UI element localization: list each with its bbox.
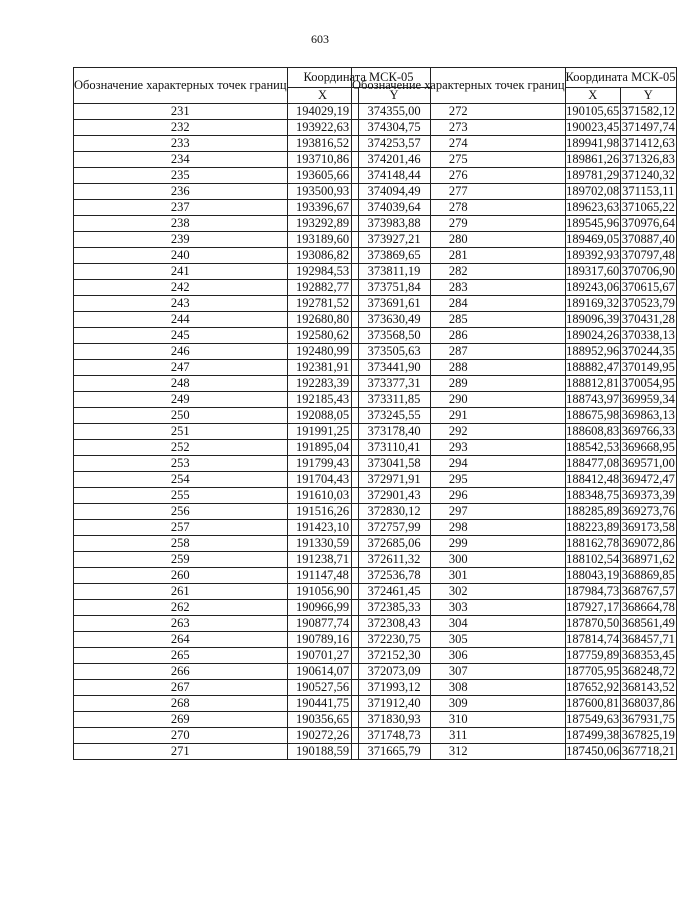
y-coordinate-cell: 372152,30 — [358, 648, 430, 664]
point-id-cell: 283 — [352, 280, 566, 296]
x-coordinate-cell: 191056,90 — [287, 584, 358, 600]
x-coordinate-cell: 191238,71 — [287, 552, 358, 568]
table-row — [352, 424, 677, 440]
point-id-cell: 259 — [74, 552, 288, 568]
x-coordinate-cell: 188412,48 — [566, 472, 620, 486]
x-coordinate-cell: 188285,89 — [566, 504, 620, 518]
y-coordinate-cell: 367825,19 — [621, 728, 675, 742]
table-row — [352, 216, 677, 232]
y-coordinate-cell: 368143,52 — [621, 680, 675, 694]
point-id-cell: 261 — [74, 584, 288, 600]
y-coordinate-cell: 371412,63 — [621, 136, 675, 150]
point-id-cell: 311 — [352, 728, 566, 744]
x-coordinate-cell: 187450,06 — [566, 744, 620, 758]
x-coordinate-cell: 189469,05 — [566, 232, 620, 246]
x-coordinate-cell: 193500,93 — [287, 184, 358, 200]
x-coordinate-cell: 193816,52 — [287, 136, 358, 152]
point-id-cell: 251 — [74, 424, 288, 440]
table-row — [352, 184, 677, 200]
table-row — [352, 744, 677, 760]
table-row — [352, 408, 677, 424]
x-coordinate-cell: 189243,06 — [566, 280, 620, 294]
point-id-cell: 304 — [352, 616, 566, 632]
y-coordinate-cell: 374148,44 — [358, 168, 430, 184]
table-row — [352, 120, 677, 136]
point-id-cell: 305 — [352, 632, 566, 648]
y-coordinate-cell: 374253,57 — [358, 136, 430, 152]
x-coordinate-cell: 187705,95 — [566, 664, 620, 678]
y-coordinate-cell: 368561,49 — [621, 616, 675, 630]
table-row — [352, 440, 677, 456]
point-id-cell: 238 — [74, 216, 288, 232]
point-id-cell: 309 — [352, 696, 566, 712]
point-id-cell: 272 — [352, 104, 566, 120]
point-id-cell: 292 — [352, 424, 566, 440]
x-coordinate-cell: 191704,43 — [287, 472, 358, 488]
x-coordinate-cell: 190877,74 — [287, 616, 358, 632]
point-id-cell: 270 — [74, 728, 288, 744]
table-row — [352, 456, 677, 472]
point-id-cell: 235 — [74, 168, 288, 184]
x-coordinate-cell: 188162,78 — [566, 536, 620, 550]
x-coordinate-cell: 187870,50 — [566, 616, 620, 630]
y-coordinate-cell: 371830,93 — [358, 712, 430, 728]
x-coordinate-cell: 191610,03 — [287, 488, 358, 504]
y-coordinate-cell: 373377,31 — [358, 376, 430, 392]
page-number: 603 — [311, 32, 329, 46]
x-coordinate-cell: 193292,89 — [287, 216, 358, 232]
y-coordinate-cell: 370976,64 — [621, 216, 675, 230]
y-coordinate-cell: 374355,00 — [358, 104, 430, 120]
x-coordinate-cell: 189096,39 — [566, 312, 620, 326]
y-coordinate-cell: 374304,75 — [358, 120, 430, 136]
x-coordinate-cell: 190023,45 — [566, 120, 620, 134]
point-id-cell: 295 — [352, 472, 566, 488]
table-row — [352, 376, 677, 392]
x-coordinate-cell: 192680,80 — [287, 312, 358, 328]
y-coordinate-cell: 373110,41 — [358, 440, 430, 456]
table-row — [352, 616, 677, 632]
y-coordinate-cell: 371240,32 — [621, 168, 675, 182]
point-id-cell: 254 — [74, 472, 288, 488]
y-coordinate-cell: 369373,39 — [621, 488, 675, 502]
y-coordinate-cell: 373245,55 — [358, 408, 430, 424]
y-coordinate-cell: 370797,48 — [621, 248, 675, 262]
y-coordinate-cell: 369072,86 — [621, 536, 675, 550]
table-row — [352, 248, 677, 264]
table-row — [352, 712, 677, 728]
y-coordinate-cell: 369959,34 — [621, 392, 675, 406]
coordinates-table-right — [351, 67, 677, 760]
point-id-cell: 248 — [74, 376, 288, 392]
point-id-cell: 239 — [74, 232, 288, 248]
x-coordinate-cell: 190966,99 — [287, 600, 358, 616]
y-coordinate-cell: 371665,79 — [358, 744, 430, 760]
y-coordinate-cell: 368767,57 — [621, 584, 675, 598]
y-coordinate-cell: 373311,85 — [358, 392, 430, 408]
point-id-cell: 287 — [352, 344, 566, 360]
point-id-cell: 262 — [74, 600, 288, 616]
x-coordinate-cell: 191147,48 — [287, 568, 358, 584]
x-coordinate-cell: 188675,98 — [566, 408, 620, 422]
table-row — [352, 552, 677, 568]
x-coordinate-cell: 189317,60 — [566, 264, 620, 278]
y-coordinate-cell: 369472,47 — [621, 472, 675, 486]
x-coordinate-cell: 190356,65 — [287, 712, 358, 728]
point-id-cell: 258 — [74, 536, 288, 552]
coordinates-body-right — [352, 104, 677, 760]
point-id-cell: 301 — [352, 568, 566, 584]
point-id-cell: 267 — [74, 680, 288, 696]
point-id-cell: 264 — [74, 632, 288, 648]
x-coordinate-cell: 194029,19 — [287, 104, 358, 120]
y-coordinate-cell: 370244,35 — [621, 344, 675, 358]
x-coordinate-cell: 193086,82 — [287, 248, 358, 264]
y-coordinate-cell: 372685,06 — [358, 536, 430, 552]
point-id-cell: 296 — [352, 488, 566, 504]
x-coordinate-cell: 190527,56 — [287, 680, 358, 696]
x-coordinate-cell: 188348,75 — [566, 488, 620, 502]
point-id-cell: 260 — [74, 568, 288, 584]
x-coordinate-cell: 192283,39 — [287, 376, 358, 392]
y-coordinate-cell: 369571,00 — [621, 456, 675, 470]
x-coordinate-cell: 193710,86 — [287, 152, 358, 168]
y-coordinate-cell: 372971,91 — [358, 472, 430, 488]
y-coordinate-cell: 373869,65 — [358, 248, 430, 264]
point-id-cell: 298 — [352, 520, 566, 536]
point-id-cell: 282 — [352, 264, 566, 280]
y-coordinate-cell: 368457,71 — [621, 632, 675, 646]
point-id-cell: 273 — [352, 120, 566, 136]
x-coordinate-cell: 188812,81 — [566, 376, 620, 390]
y-coordinate-cell: 372830,12 — [358, 504, 430, 520]
point-id-cell: 288 — [352, 360, 566, 376]
point-id-cell: 242 — [74, 280, 288, 296]
y-coordinate-cell: 369863,13 — [621, 408, 675, 422]
y-column-header: Y — [358, 88, 430, 104]
table-row — [352, 152, 677, 168]
point-id-cell: 231 — [74, 104, 288, 120]
point-label-header: Обозначение характерных точек границ — [74, 68, 288, 104]
table-row — [352, 168, 677, 184]
table-row — [352, 296, 677, 312]
y-coordinate-cell: 370054,95 — [621, 376, 675, 390]
x-coordinate-cell: 188952,96 — [566, 344, 620, 358]
table-row — [352, 584, 677, 600]
y-coordinate-cell: 371065,22 — [621, 200, 675, 214]
point-id-cell: 268 — [74, 696, 288, 712]
x-coordinate-cell: 189392,93 — [566, 248, 620, 262]
y-coordinate-cell: 373041,58 — [358, 456, 430, 472]
point-id-cell: 300 — [352, 552, 566, 568]
point-id-cell: 266 — [74, 664, 288, 680]
y-coordinate-cell: 372073,09 — [358, 664, 430, 680]
table-row — [352, 264, 677, 280]
point-id-cell: 263 — [74, 616, 288, 632]
point-id-cell: 278 — [352, 200, 566, 216]
point-id-cell: 284 — [352, 296, 566, 312]
point-id-cell: 308 — [352, 680, 566, 696]
point-id-cell: 285 — [352, 312, 566, 328]
y-coordinate-cell: 373983,88 — [358, 216, 430, 232]
x-coordinate-cell: 190188,59 — [287, 744, 358, 760]
x-coordinate-cell: 188743,97 — [566, 392, 620, 406]
table-row — [352, 504, 677, 520]
x-coordinate-cell: 191799,43 — [287, 456, 358, 472]
point-id-cell: 275 — [352, 152, 566, 168]
x-coordinate-cell: 187814,74 — [566, 632, 620, 646]
x-coordinate-cell: 191991,25 — [287, 424, 358, 440]
x-coordinate-cell: 193922,63 — [287, 120, 358, 136]
x-coordinate-cell: 189024,26 — [566, 328, 620, 342]
y-coordinate-cell: 370338,13 — [621, 328, 675, 342]
y-coordinate-cell: 372536,78 — [358, 568, 430, 584]
point-id-cell: 307 — [352, 664, 566, 680]
table-row — [352, 488, 677, 504]
y-coordinate-cell: 368869,85 — [621, 568, 675, 582]
y-coordinate-cell: 368248,72 — [621, 664, 675, 678]
y-coordinate-cell: 370523,79 — [621, 296, 675, 310]
x-coordinate-cell: 188223,89 — [566, 520, 620, 534]
y-coordinate-cell: 370706,90 — [621, 264, 675, 278]
point-id-cell: 306 — [352, 648, 566, 664]
y-coordinate-cell: 369668,95 — [621, 440, 675, 454]
table-row — [352, 312, 677, 328]
x-coordinate-cell: 189545,96 — [566, 216, 620, 230]
y-coordinate-cell: 372385,33 — [358, 600, 430, 616]
point-id-cell: 294 — [352, 456, 566, 472]
point-id-cell: 243 — [74, 296, 288, 312]
x-coordinate-cell: 188102,54 — [566, 552, 620, 566]
x-coordinate-cell: 187927,17 — [566, 600, 620, 614]
x-coordinate-cell: 192185,43 — [287, 392, 358, 408]
point-id-cell: 249 — [74, 392, 288, 408]
y-coordinate-cell: 370149,95 — [621, 360, 675, 374]
y-coordinate-cell: 374039,64 — [358, 200, 430, 216]
table-row — [352, 360, 677, 376]
x-coordinate-cell: 190701,27 — [287, 648, 358, 664]
x-coordinate-cell: 192984,53 — [287, 264, 358, 280]
point-id-cell: 291 — [352, 408, 566, 424]
x-coordinate-cell: 188043,19 — [566, 568, 620, 582]
table-row — [352, 632, 677, 648]
table-row — [352, 680, 677, 696]
x-coordinate-cell: 189941,98 — [566, 136, 620, 150]
x-coordinate-cell: 189169,32 — [566, 296, 620, 310]
y-coordinate-cell: 369766,33 — [621, 424, 675, 438]
x-coordinate-cell: 192381,91 — [287, 360, 358, 376]
point-id-cell: 265 — [74, 648, 288, 664]
y-coordinate-cell: 373505,63 — [358, 344, 430, 360]
table-row — [352, 664, 677, 680]
y-coordinate-cell: 373927,21 — [358, 232, 430, 248]
point-id-cell: 253 — [74, 456, 288, 472]
x-coordinate-cell: 191423,10 — [287, 520, 358, 536]
point-id-cell: 310 — [352, 712, 566, 728]
y-coordinate-cell: 373630,49 — [358, 312, 430, 328]
x-coordinate-cell: 192580,62 — [287, 328, 358, 344]
table-row — [352, 392, 677, 408]
point-id-cell: 234 — [74, 152, 288, 168]
point-id-cell: 244 — [74, 312, 288, 328]
x-coordinate-cell: 193605,66 — [287, 168, 358, 184]
point-id-cell: 280 — [352, 232, 566, 248]
point-id-cell: 269 — [74, 712, 288, 728]
y-coordinate-cell: 374201,46 — [358, 152, 430, 168]
y-coordinate-cell: 373811,19 — [358, 264, 430, 280]
table-row — [352, 328, 677, 344]
point-id-cell: 312 — [352, 744, 566, 760]
table-row — [352, 728, 677, 744]
y-coordinate-cell: 369273,76 — [621, 504, 675, 518]
x-coordinate-cell: 187652,92 — [566, 680, 620, 694]
x-coordinate-cell: 187549,63 — [566, 712, 620, 726]
y-coordinate-cell: 367718,21 — [621, 744, 675, 758]
point-id-cell: 279 — [352, 216, 566, 232]
point-id-cell: 303 — [352, 600, 566, 616]
coordinate-system-header: Координата МСК-05 — [565, 68, 676, 88]
table-row — [352, 696, 677, 712]
y-column-header: Y — [620, 88, 676, 104]
point-id-cell: 240 — [74, 248, 288, 264]
x-coordinate-cell: 188882,47 — [566, 360, 620, 374]
y-coordinate-cell: 371748,73 — [358, 728, 430, 744]
table-row — [352, 472, 677, 488]
y-coordinate-cell: 371326,83 — [621, 152, 675, 166]
point-id-cell: 274 — [352, 136, 566, 152]
y-coordinate-cell: 370887,40 — [621, 232, 675, 246]
x-coordinate-cell: 192882,77 — [287, 280, 358, 296]
y-coordinate-cell: 371153,11 — [622, 184, 675, 198]
x-coordinate-cell: 190441,75 — [287, 696, 358, 712]
point-id-cell: 236 — [74, 184, 288, 200]
table-row — [352, 536, 677, 552]
x-coordinate-cell: 190614,07 — [287, 664, 358, 680]
x-coordinate-cell: 187600,81 — [566, 696, 620, 710]
x-coordinate-cell: 192088,05 — [287, 408, 358, 424]
x-coordinate-cell: 191516,26 — [287, 504, 358, 520]
x-coordinate-cell: 187984,73 — [566, 584, 620, 598]
y-coordinate-cell: 373178,40 — [358, 424, 430, 440]
point-id-cell: 241 — [74, 264, 288, 280]
y-coordinate-cell: 368971,62 — [621, 552, 675, 566]
y-coordinate-cell: 373568,50 — [358, 328, 430, 344]
point-id-cell: 252 — [74, 440, 288, 456]
y-coordinate-cell: 372230,75 — [358, 632, 430, 648]
x-coordinate-cell: 190105,65 — [566, 104, 620, 118]
point-id-cell: 290 — [352, 392, 566, 408]
x-coordinate-cell: 187499,38 — [566, 728, 620, 742]
point-id-cell: 276 — [352, 168, 566, 184]
y-coordinate-cell: 374094,49 — [358, 184, 430, 200]
y-coordinate-cell: 368037,86 — [621, 696, 675, 710]
table-row — [352, 280, 677, 296]
x-coordinate-cell: 188608,83 — [566, 424, 620, 438]
point-id-cell: 256 — [74, 504, 288, 520]
table-row — [352, 600, 677, 616]
x-coordinate-cell: 192480,99 — [287, 344, 358, 360]
point-id-cell: 245 — [74, 328, 288, 344]
y-coordinate-cell: 370431,28 — [621, 312, 675, 326]
point-id-cell: 247 — [74, 360, 288, 376]
y-coordinate-cell: 372757,99 — [358, 520, 430, 536]
point-id-cell: 293 — [352, 440, 566, 456]
x-coordinate-cell: 188477,08 — [566, 456, 620, 470]
point-id-cell: 271 — [74, 744, 288, 760]
y-coordinate-cell: 367931,75 — [621, 712, 675, 726]
y-coordinate-cell: 371912,40 — [358, 696, 430, 712]
point-id-cell: 257 — [74, 520, 288, 536]
x-coordinate-cell: 188542,53 — [566, 440, 620, 454]
x-coordinate-cell: 193396,67 — [287, 200, 358, 216]
y-coordinate-cell: 372611,32 — [358, 552, 430, 568]
point-id-cell: 277 — [352, 184, 566, 200]
x-coordinate-cell: 190272,26 — [287, 728, 358, 744]
x-coordinate-cell: 189623,63 — [566, 200, 620, 214]
x-coordinate-cell: 189781,29 — [566, 168, 620, 182]
y-coordinate-cell: 371497,74 — [621, 120, 675, 134]
table-row — [352, 136, 677, 152]
point-id-cell: 232 — [74, 120, 288, 136]
point-id-cell: 286 — [352, 328, 566, 344]
table-row — [352, 568, 677, 584]
table-row — [352, 344, 677, 360]
y-coordinate-cell: 369173,58 — [621, 520, 675, 534]
point-id-cell: 281 — [352, 248, 566, 264]
x-coordinate-cell: 189702,08 — [566, 184, 620, 198]
y-coordinate-cell: 373751,84 — [358, 280, 430, 296]
point-id-cell: 233 — [74, 136, 288, 152]
y-coordinate-cell: 370615,67 — [621, 280, 675, 294]
table-row — [352, 232, 677, 248]
table-row — [352, 104, 677, 120]
point-label-header: Обозначение характерных точек границ — [352, 68, 566, 104]
point-id-cell: 237 — [74, 200, 288, 216]
x-coordinate-cell: 190789,16 — [287, 632, 358, 648]
point-id-cell: 250 — [74, 408, 288, 424]
table-row — [352, 648, 677, 664]
x-coordinate-cell: 187759,89 — [566, 648, 620, 662]
y-coordinate-cell: 372308,43 — [358, 616, 430, 632]
coordinate-system-header: Координата МСК-05 — [287, 68, 430, 88]
table-row — [352, 200, 677, 216]
y-coordinate-cell: 368353,45 — [621, 648, 675, 662]
point-id-cell: 289 — [352, 376, 566, 392]
y-coordinate-cell: 371582,12 — [621, 104, 675, 118]
x-coordinate-cell: 192781,52 — [287, 296, 358, 312]
y-coordinate-cell: 372901,43 — [358, 488, 430, 504]
point-id-cell: 246 — [74, 344, 288, 360]
point-id-cell: 297 — [352, 504, 566, 520]
x-coordinate-cell: 193189,60 — [287, 232, 358, 248]
x-coordinate-cell: 191895,04 — [287, 440, 358, 456]
y-coordinate-cell: 371993,12 — [358, 680, 430, 696]
x-coordinate-cell: 189861,26 — [566, 152, 620, 166]
x-column-header: X — [565, 88, 620, 104]
point-id-cell: 299 — [352, 536, 566, 552]
y-coordinate-cell: 373441,90 — [358, 360, 430, 376]
x-coordinate-cell: 191330,59 — [287, 536, 358, 552]
point-id-cell: 255 — [74, 488, 288, 504]
y-coordinate-cell: 368664,78 — [621, 600, 675, 614]
y-coordinate-cell: 372461,45 — [358, 584, 430, 600]
x-column-header: X — [287, 88, 358, 104]
table-row — [352, 520, 677, 536]
y-coordinate-cell: 373691,61 — [358, 296, 430, 312]
point-id-cell: 302 — [352, 584, 566, 600]
